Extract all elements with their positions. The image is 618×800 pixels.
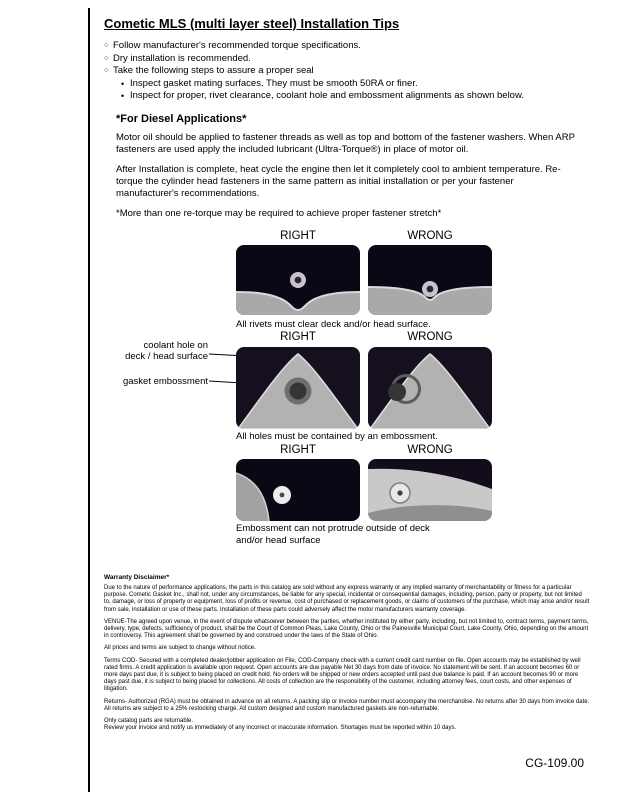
right-label: RIGHT <box>280 331 316 343</box>
main-content <box>104 16 578 228</box>
rivet-right-diagram <box>236 245 360 315</box>
dot-bullet-icon: • <box>121 91 125 101</box>
wrong-label: WRONG <box>407 230 453 242</box>
diesel-paragraph: Motor oil should be applied to fastener threads as well as top and bottom of the fastener washers. When ARP fasteners are used apply the included lubricant (Ultra-Torque®) in place of motor oil. <box>116 131 575 155</box>
figure-caption: Embossment can not protrude outside of deck <box>236 523 430 534</box>
circle-bullet-icon: ○ <box>104 54 109 62</box>
figure-protrude-wrong <box>368 459 492 521</box>
tip-text: Dry installation is recommended. <box>113 52 251 64</box>
diesel-section <box>116 113 578 220</box>
fineprint-paragraph: Review your invoice and notify us immediately of any incorrect or inaccurate information. Shortages must be reported within 10 days. <box>104 725 457 732</box>
circle-bullet-icon: ○ <box>104 67 109 74</box>
dot-bullet-icon: • <box>121 78 125 89</box>
gasket-embossment-callout: gasket embossment <box>122 376 208 387</box>
protrude-right-diagram <box>236 459 360 521</box>
fineprint-paragraph: Returns- Authorized (RGA) must be obtained in advance on all returns. A packing slip or invoice number must accompany the merchandise. No returns after 30 days from invoice date. All returns are subject to a 25% restocking charge. All custom designed and custom manufactured gaskets are non-returnable. <box>104 698 590 712</box>
coolant-hole-callout-line2: deck / head surface <box>125 351 208 362</box>
disclaimer-heading: Warranty Disclaimer* <box>104 574 170 581</box>
wrong-label: WRONG <box>407 331 453 343</box>
figure-embossment-right <box>236 347 360 429</box>
wrong-label: WRONG <box>407 444 453 456</box>
circle-bullet-icon: ○ <box>104 42 109 49</box>
right-label: RIGHT <box>280 444 316 456</box>
page-code: CG-109.00 <box>525 756 584 770</box>
warranty-disclaimer <box>104 574 590 732</box>
figure-rivet-right <box>236 245 360 315</box>
tip-text: Take the following steps to assure a proper seal <box>113 65 314 76</box>
list-item <box>121 78 578 91</box>
left-margin-rule <box>88 8 90 792</box>
figure-caption: All holes must be contained by an embossment. <box>236 431 438 442</box>
rivet-wrong-diagram <box>368 245 492 315</box>
fineprint-paragraph: VENUE-The agreed upon venue, in the event of dispute whatsoever between the parties, whether instituted by either party, including, but not limited to, contract terms, payment terms, delivery, type, defects, sufficiency of product, shall be the Court of Common Pleas, Lake County, Ohio or the Painesville Municipal Court, Lake County, Ohio, depending on the amount in controversy. This agreement shall be governed by and construed under the laws of the State of Ohio. <box>104 618 589 640</box>
tip-text: Inspect for proper, rivet clearance, coolant hole and embossment alignments as shown below. <box>130 90 524 101</box>
figure-caption: and/or head surface <box>236 535 321 546</box>
embossment-right-diagram <box>236 347 360 429</box>
tip-text: Inspect gasket mating surfaces. They must be smooth 50RA or finer. <box>130 77 418 89</box>
tip-text: Follow manufacturer's recommended torque specifications. <box>113 40 361 51</box>
list-item <box>104 65 578 78</box>
list-item <box>121 90 578 103</box>
figure-protrude-right <box>236 459 360 521</box>
diesel-paragraph: After Installation is complete, heat cycle the engine then let it completely cool to ambient temperature. Re-torque the cylinder head fasteners in the same pattern as initial installation or per your fastener manufacturer's recommendations. <box>116 163 561 199</box>
diesel-heading: *For Diesel Applications* <box>116 112 247 125</box>
fineprint-paragraph: Terms COD- Secured with a completed dealer/jobber application on File, COD-Company check with a current credit card number on file. Open accounts may be established by well rated firms. A credit application is available upon request. Open accounts are due payable Net 30 days from date of invoice. No statement will be sent. If an account becomes 60 or more days past due, it is subject to being placed on credit hold. No orders will be shipped or new orders accepted until past due balance is paid. If an account becomes 90 or more days past due, it is subject to being placed for collections. All costs of collection are the responsibility of the customer, including attorney fees, court costs, and other expenses of litigation. <box>104 657 581 693</box>
figure-embossment-wrong <box>368 347 492 429</box>
list-item <box>104 40 578 53</box>
tips-list <box>104 40 578 103</box>
page-title: Cometic MLS (multi layer steel) Installation Tips <box>104 16 400 31</box>
figure-rivet-wrong <box>368 245 492 315</box>
retorque-note: *More than one re-torque may be required to achieve proper fastener stretch* <box>116 207 442 219</box>
list-item <box>104 53 578 66</box>
fineprint-paragraph: Due to the nature of performance applications, the parts in this catalog are sold without any express warranty or any implied warranty of merchantability or fitness for a particular purpose. Cometic Gasket Inc., shall not, under any circumstances, be liable for any special, incidental or consequential damages, including, person, party or property, but not limited to, damage, or loss of property or equipment, loss of profits or revenue, cost of purchased or replacement goods, or claims of customers of the purchase, which may arise and/or result from sale, installation or use of these parts. Installation of these parts could adversely affect the motor manufacturers warranty coverage. <box>104 585 590 613</box>
embossment-wrong-diagram <box>368 347 492 429</box>
fineprint-paragraph: All prices and terms are subject to change without notice. <box>104 645 256 652</box>
protrude-wrong-diagram <box>368 459 492 521</box>
fineprint-paragraph: Only catalog parts are returnable. <box>104 718 194 725</box>
figure-caption: All rivets must clear deck and/or head surface. <box>236 319 431 330</box>
right-label: RIGHT <box>280 230 316 242</box>
coolant-hole-callout-line1: coolant hole on <box>143 340 208 351</box>
